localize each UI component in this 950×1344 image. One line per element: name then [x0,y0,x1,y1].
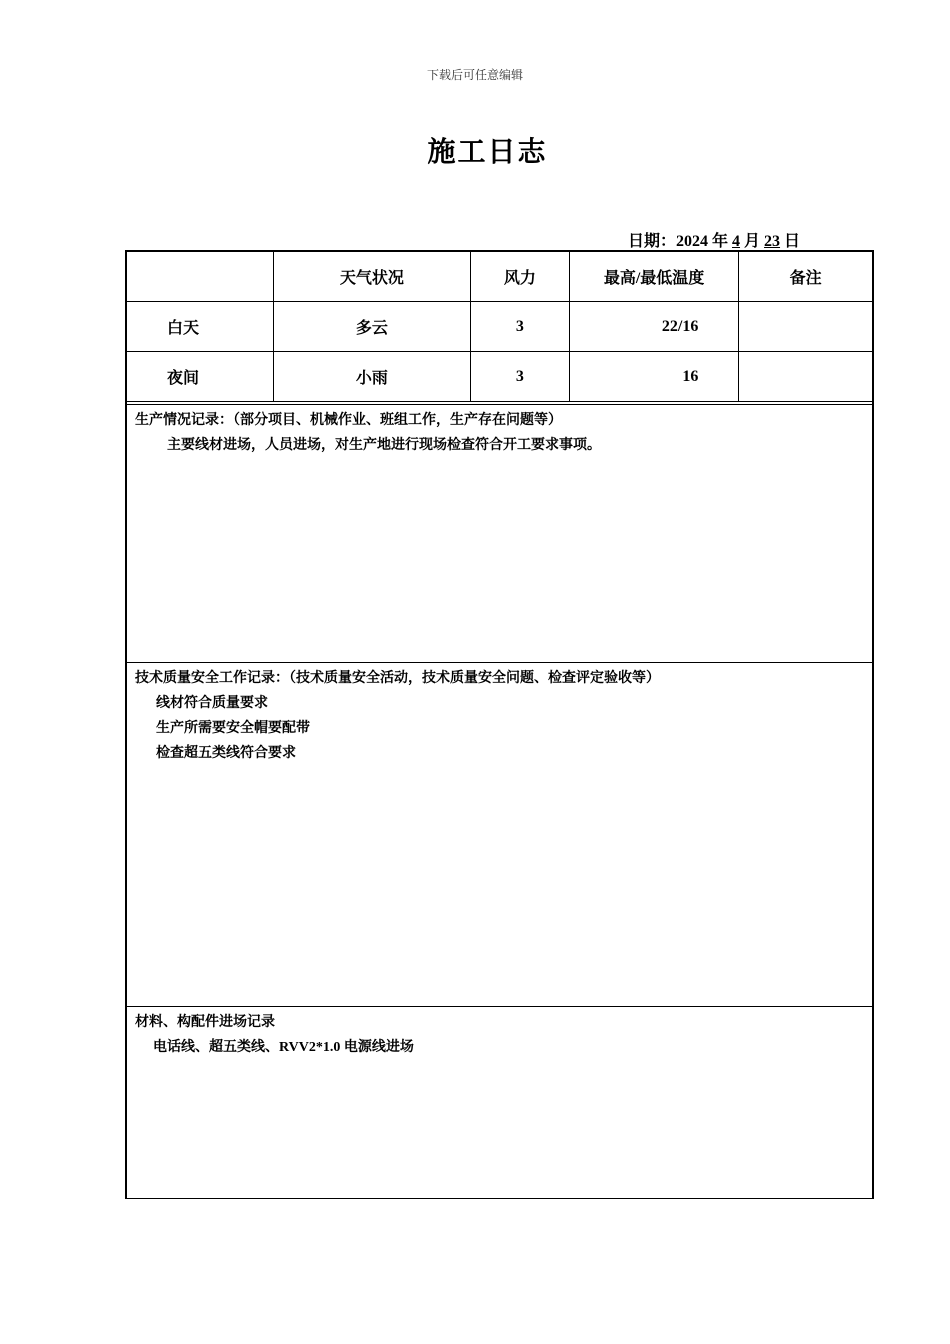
night-wind-cell: 3 [471,352,570,402]
date-prefix: 日期：2024 年 [628,233,729,250]
night-note-cell [739,352,872,402]
production-heading: 生产情况记录：（部分项目、机械作业、班组工作，生产存在问题等） [135,413,562,428]
date-month: 4 [732,233,741,250]
materials-section [127,1006,872,1200]
date-line [628,228,800,251]
quality-section [127,662,872,1006]
materials-heading: 材料、构配件进场记录 [135,1015,275,1030]
header-cell-wind: 风力 [471,252,570,302]
weather-table [127,252,872,402]
log-sheet [125,250,874,1199]
quality-heading: 技术质量安全工作记录：（技术质量安全活动，技术质量安全问题、检查评定验收等） [135,671,660,686]
materials-line: 电话线、超五类线、RVV2*1.0 电源线进场 [153,1040,414,1055]
quality-line: 线材符合质量要求 [156,696,268,711]
night-condition-cell: 小雨 [273,352,470,402]
date-day-suffix: 日 [784,233,801,250]
weather-row-night [127,352,872,402]
weather-header-row [127,252,872,302]
quality-line: 生产所需要安全帽要配带 [156,721,310,736]
quality-line: 检查超五类线符合要求 [156,746,296,761]
header-cell-condition: 天气状况 [273,252,470,302]
header-cell-period [127,252,273,302]
day-temp-cell: 22/16 [569,302,739,352]
day-wind-cell: 3 [471,302,570,352]
production-line: 主要线材进场，人员进场，对生产地进行现场检查符合开工要求事项。 [167,438,601,453]
day-period-cell: 白天 [127,302,273,352]
day-condition-cell: 多云 [273,302,470,352]
page-title: 施工日志 [427,137,548,168]
night-period-cell: 夜间 [127,352,273,402]
date-day: 23 [764,233,781,250]
production-section [127,404,872,662]
header-note: 下载后可任意编辑 [426,68,523,82]
date-month-suffix: 月 [744,233,761,250]
header-cell-temp: 最高/最低温度 [569,252,739,302]
day-note-cell [739,302,872,352]
night-temp-cell: 16 [569,352,739,402]
weather-row-day [127,302,872,352]
header-cell-note: 备注 [739,252,872,302]
